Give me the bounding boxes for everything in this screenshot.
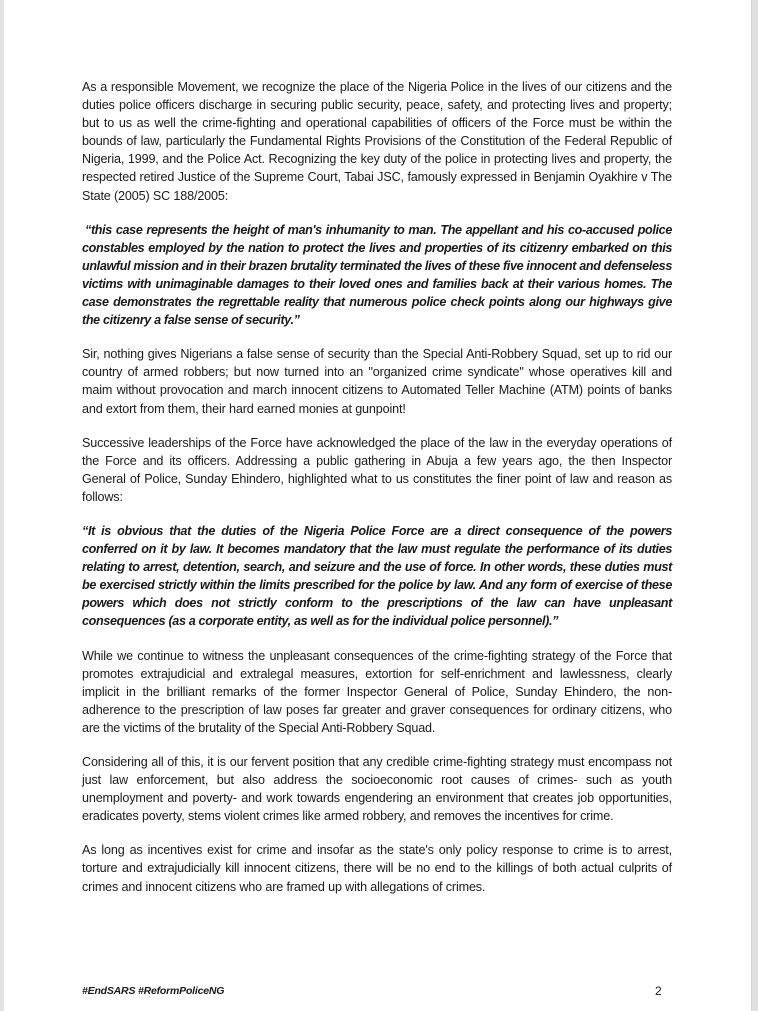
quote-tabai-jsc: “this case represents the height of man's inhumanity to man. The appellant and his co-accused police constables employed by the nation to protect the lives and properties of its citizenry embarked on this unlawful mission and in their brazen brutality terminated the lives of these five innocent and defenseless victims with unimaginable damages to their loved ones and families back at their various homes. The case demonstrates the regrettable reality that numerous police check points along our highways give the citizenry a false sense of security.” <box>82 222 672 328</box>
page-number: 2 <box>655 984 662 998</box>
page-edge-right <box>751 0 758 1011</box>
footer-hashtags: #EndSARS #ReformPoliceNG <box>82 985 225 997</box>
page-edge-left <box>0 0 4 1011</box>
paragraph-incentives: As long as incentives exist for crime and insofar as the state's only policy response to crime is to arrest, torture and extrajudicially kill innocent citizens, there will be no end to the killings of both actual culprits of crimes and innocent citizens who are framed up with allegations of crimes. <box>82 843 672 894</box>
quote-ehindero: “It is obvious that the duties of the Nigeria Police Force are a direct consequence of the powers conferred on it by law. It becomes mandatory that the law must regulate the performance of its duties relating to arrest, detention, search, and seizure and the use of force. In other words, these duties must be exercised strictly within the limits prescribed for the police by law. And any form of exercise of these powers which does not strictly conform to the prescriptions of the law can have unpleasant consequences (as a corporate entity, as well as for the individual police personnel).” <box>82 523 672 629</box>
document-page <box>82 78 672 912</box>
paragraph-leaderships: Successive leaderships of the Force have acknowledged the place of the law in the everyday operations of the Force and its officers. Addressing a public gathering in Abuja a few years ago, the then Inspector General of Police, Sunday Ehindero, highlighted what to us constitutes the finer point of law and reason as follows: <box>82 435 672 504</box>
paragraph-intro: As a responsible Movement, we recognize the place of the Nigeria Police in the lives of our citizens and the duties police officers discharge in securing public security, peace, safety, and protecting lives and property; but to us as well the crime-fighting and operational capabilities of officers of the Force must be within the bounds of law, particularly the Fundamental Rights Provisions of the Constitution of the Federal Republic of Nigeria, 1999, and the Police Act. Recognizing the key duty of the police in protecting lives and property, the respected retired Justice of the Supreme Court, Tabai JSC, famously expressed in Benjamin Oyakhire v The State (2005) SC 188/2005: <box>82 80 672 203</box>
paragraph-sars: Sir, nothing gives Nigerians a false sense of security than the Special Anti-Robbery Squad, set up to rid our country of armed robbers; but now turned into an "organized crime syndicate" whose operatives kill and maim without provocation and march innocent citizens to Automated Teller Machine (ATM) points of banks and extort from them, their hard earned monies at gunpoint! <box>82 347 672 416</box>
paragraph-strategy: Considering all of this, it is our fervent position that any credible crime-fighting strategy must encompass not just law enforcement, but also address the socioeconomic root causes of crimes- such as youth unemployment and poverty- and work towards engendering an environment that creates job opportunities, eradicates poverty, stems violent crimes like armed robbery, and removes the incentives for crime. <box>82 755 672 824</box>
paragraph-consequences: While we continue to witness the unpleasant consequences of the crime-fighting strategy of the Force that promotes extrajudicial and extralegal measures, extortion for self-enrichment and lawlessness, clearly implicit in the brilliant remarks of the former Inspector General of Police, Sunday Ehindero, the non-adherence to the prescription of law poses far greater and graver consequences for ordinary citizens, who are the victims of the brutality of the Special Anti-Robbery Squad. <box>82 648 672 735</box>
